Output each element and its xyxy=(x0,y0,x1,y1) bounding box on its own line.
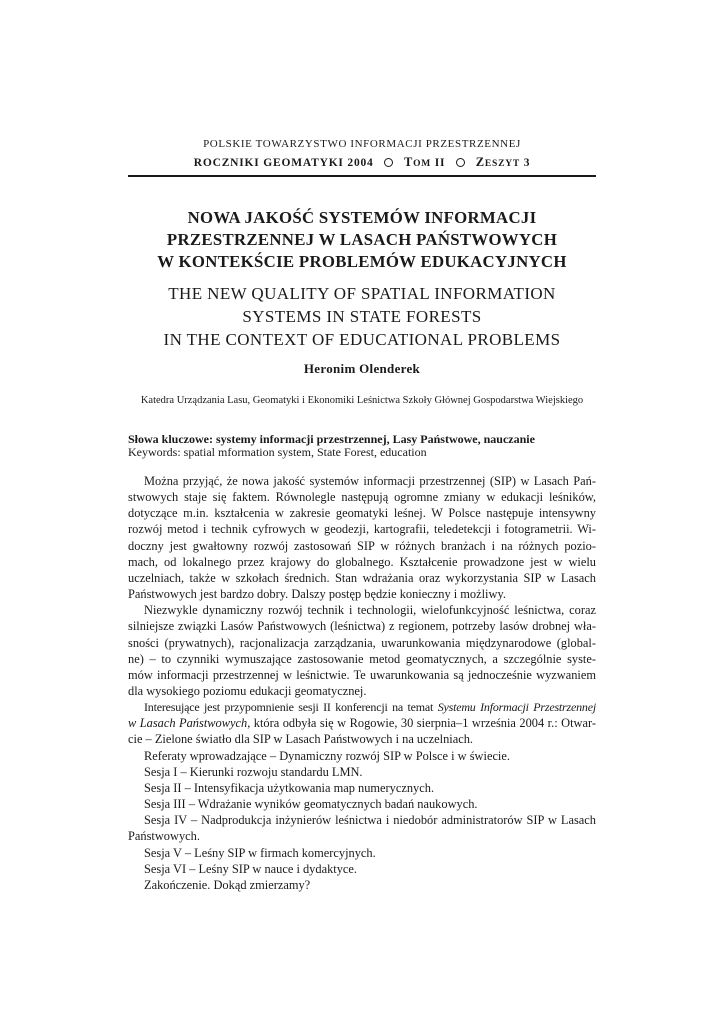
header-rule xyxy=(128,175,596,177)
text-line: Interesujące jest przypomnienie sesji II konferencji na temat Systemu Informacji Przestrzennej xyxy=(144,700,596,714)
title-pl-line: W KONTEKŚCIE PROBLEMÓW EDUKACYJNYCH xyxy=(157,252,567,271)
text-line: stwowych staje się faktem. Równolegle następują ogromne zmiany w edukacji leśników, xyxy=(128,490,596,504)
keywords-english: Keywords: spatial mformation system, State Forest, education xyxy=(128,445,427,459)
journal-name: ROCZNIKI GEOMATYKI 2004 xyxy=(193,157,374,169)
author-name: Heronim Olenderek xyxy=(303,361,421,376)
text-line: Można przyjąć, że nowa jakość systemów informacji przestrzennej (SIP) w Lasach Pań- xyxy=(144,474,596,488)
list-item: Zakończenie. Dokąd zmierzamy? xyxy=(144,878,311,892)
circle-separator-icon xyxy=(384,158,393,167)
author-affiliation: Katedra Urządzania Lasu, Geomatyki i Ekonomiki Leśnictwa Szkoły Głównej Gospodarstwa Wiejskiego xyxy=(140,395,584,406)
text-line: ne) – to czynniki wymuszające zastosowanie metod geomatycznych, a szczególnie syste- xyxy=(128,652,596,666)
text-line: sności (prywatnych), racjonalizacja zarządzania, uwarunkowania międzynarodowe (global- xyxy=(128,636,596,650)
text-line: mów informacji przestrzennej w leśnictwie. Te uwarunkowania są jednocześnie wyzwaniem xyxy=(128,668,596,682)
title-pl-line: NOWA JAKOŚĆ SYSTEMÓW INFORMACJI xyxy=(187,208,537,227)
title-en-line: THE NEW QUALITY OF SPATIAL INFORMATION xyxy=(168,284,556,303)
text-line: silniejsze związki Lasów Państwowych (leśnictwa) z regionem, potrzeby lasów drobnej wła- xyxy=(128,619,596,633)
journal-line xyxy=(0,155,724,170)
keywords-polish: Słowa kluczowe: systemy informacji przestrzennej, Lasy Państwowe, nauczanie xyxy=(128,432,535,446)
list-item-continuation: Państwowych. xyxy=(128,829,200,843)
title-pl-line: PRZESTRZENNEJ W LASACH PAŃSTWOWYCH xyxy=(166,230,558,249)
text-line: mach, od lokalnego przez krajowy do globalnego. Kształcenie prowadzone jest w wielu xyxy=(128,555,596,569)
circle-separator-icon xyxy=(456,158,465,167)
title-en-line: IN THE CONTEXT OF EDUCATIONAL PROBLEMS xyxy=(163,330,561,349)
title-en-line: SYSTEMS IN STATE FORESTS xyxy=(242,307,482,326)
list-item: Referaty wprowadzające – Dynamiczny rozwój SIP w Polsce i w świecie. xyxy=(144,749,510,763)
text-line: dla wysokiego poziomu edukacji geomatycznej. xyxy=(128,684,367,698)
text-line: doczny jest gwałtowny rozwój zastosowań SIP w różnych branżach i na różnych pozio- xyxy=(128,539,596,553)
text-line: w Lasach Państwowych, która odbyła się w Rogowie, 30 sierpnia–1 września 2004 r.: Otwar- xyxy=(128,716,596,730)
volume-label: TOM II xyxy=(403,155,446,169)
issue-label: ZESZYT 3 xyxy=(475,155,531,169)
list-item: Sesja IV – Nadprodukcja inżynierów leśnictwa i niedobór administratorów SIP w Lasach xyxy=(144,813,596,827)
text-line: cie – Zielone światło dla SIP w Lasach Państwowych i na uczelniach. xyxy=(128,732,474,746)
list-item: Sesja I – Kierunki rozwoju standardu LMN. xyxy=(144,765,363,779)
text-line: dotyczące m.in. kształcenia w zakresie geomatyki leśnej. W Polsce następuje intensywny xyxy=(128,506,596,520)
list-item: Sesja III – Wdrażanie wyników geomatycznych badań naukowych. xyxy=(144,797,478,811)
text-line: uczelniach, także w szkołach średnich. Stan wdrażania oraz wykorzystania SIP w Lasach xyxy=(128,571,596,585)
text-line: Państwowych jest bardzo dobry. Dalszy postęp będzie konieczny i możliwy. xyxy=(128,587,506,601)
text-line: Niezwykle dynamiczny rozwój technik i technologii, wielofunkcyjność leśnictwa, coraz xyxy=(144,603,596,617)
text-line: rozwój metod i technik cyfrowych w geodezji, kartografii, teledetekcji i fotogrametrii. Wi- xyxy=(128,522,596,536)
list-item: Sesja V – Leśny SIP w firmach komercyjnych. xyxy=(144,846,376,860)
list-item: Sesja VI – Leśny SIP w nauce i dydaktyce. xyxy=(144,862,358,876)
publisher-name: POLSKIE TOWARZYSTWO INFORMACJI PRZESTRZENNEJ xyxy=(203,138,521,150)
list-item: Sesja II – Intensyfikacja użytkowania map numerycznych. xyxy=(144,781,435,795)
